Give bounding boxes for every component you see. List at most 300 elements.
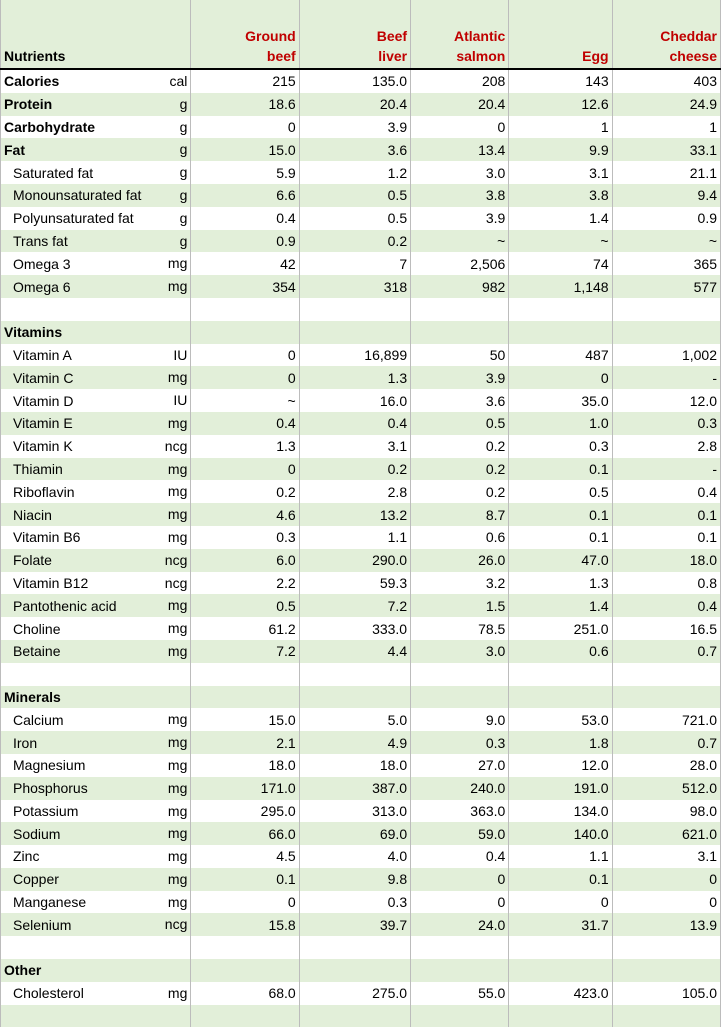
value-cell: 0.4 bbox=[612, 480, 720, 503]
value-cell: 18.6 bbox=[191, 93, 299, 116]
nutrient-name: Betaine bbox=[13, 643, 61, 660]
nutrient-unit: mg bbox=[168, 822, 187, 844]
empty-cell bbox=[411, 663, 509, 686]
empty-cell bbox=[612, 321, 720, 344]
value-cell: 105.0 bbox=[612, 982, 720, 1005]
value-cell: - bbox=[612, 458, 720, 481]
value-cell: 0.6 bbox=[411, 526, 509, 549]
nutrient-name: Magnesium bbox=[13, 757, 86, 774]
nutrient-unit: mg bbox=[168, 731, 187, 753]
value-cell: 20.4 bbox=[411, 93, 509, 116]
empty-cell bbox=[411, 298, 509, 321]
value-cell: 59.0 bbox=[411, 822, 509, 845]
food-header-ground-beef: Ground beef bbox=[191, 0, 299, 69]
empty-cell bbox=[509, 936, 612, 959]
nutrient-row-iron bbox=[1, 731, 721, 754]
value-cell: 15.0 bbox=[191, 708, 299, 731]
empty-cell bbox=[411, 321, 509, 344]
nutrient-unit: mg bbox=[168, 275, 187, 297]
nutrient-row-zinc bbox=[1, 845, 721, 868]
value-cell: 12.6 bbox=[509, 93, 612, 116]
value-cell: 1 bbox=[612, 116, 720, 139]
nutrient-unit: ncg bbox=[165, 549, 188, 571]
nutrient-name: Zinc bbox=[13, 848, 40, 865]
nutrient-row-selenium bbox=[1, 913, 721, 936]
blank-row bbox=[1, 663, 721, 686]
value-cell: 240.0 bbox=[411, 777, 509, 800]
value-cell: 0 bbox=[191, 116, 299, 139]
value-cell: 4.5 bbox=[191, 845, 299, 868]
value-cell: 7.2 bbox=[191, 640, 299, 663]
value-cell: 61.2 bbox=[191, 617, 299, 640]
empty-cell bbox=[509, 321, 612, 344]
nutrient-unit: mg bbox=[168, 708, 187, 730]
value-cell: 191.0 bbox=[509, 777, 612, 800]
nutrient-unit: mg bbox=[168, 526, 187, 548]
value-cell: 2.8 bbox=[299, 480, 410, 503]
nutrient-unit: mg bbox=[168, 982, 187, 1004]
value-cell: 140.0 bbox=[509, 822, 612, 845]
value-cell: 313.0 bbox=[299, 800, 410, 823]
nutrient-cell bbox=[1, 640, 191, 663]
nutrient-cell bbox=[1, 982, 191, 1005]
value-cell: 0.2 bbox=[299, 458, 410, 481]
value-cell: 2.1 bbox=[191, 731, 299, 754]
nutrient-row-betaine bbox=[1, 640, 721, 663]
value-cell: 3.1 bbox=[299, 435, 410, 458]
value-cell: 3.1 bbox=[509, 161, 612, 184]
nutrient-name: Fat bbox=[4, 141, 25, 158]
nutrient-name: Vitamin C bbox=[13, 369, 74, 386]
value-cell: 275.0 bbox=[299, 982, 410, 1005]
nutrient-cell bbox=[1, 207, 191, 230]
value-cell: 0.5 bbox=[509, 480, 612, 503]
nutrient-row-calories bbox=[1, 69, 721, 93]
empty-cell bbox=[509, 663, 612, 686]
nutrient-cell bbox=[1, 412, 191, 435]
nutrient-row-potassium bbox=[1, 800, 721, 823]
nutrient-cell bbox=[1, 93, 191, 116]
value-cell: 215 bbox=[191, 69, 299, 93]
nutrient-row-vitamin-k bbox=[1, 435, 721, 458]
nutrient-name: Calories bbox=[4, 73, 60, 90]
nutrient-unit: ncg bbox=[165, 572, 188, 594]
section-title: Vitamins bbox=[1, 321, 191, 344]
empty-cell bbox=[191, 298, 299, 321]
value-cell: 3.2 bbox=[411, 572, 509, 595]
empty-cell bbox=[191, 686, 299, 709]
nutrient-name: Monounsaturated fat bbox=[13, 187, 142, 204]
empty-cell bbox=[191, 321, 299, 344]
nutrient-name: Omega 6 bbox=[13, 278, 71, 295]
nutrient-name: Pantothenic acid bbox=[13, 597, 117, 614]
empty-cell bbox=[612, 959, 720, 982]
nutrient-row-omega-6 bbox=[1, 275, 721, 298]
nutrient-row-vitamin-c bbox=[1, 366, 721, 389]
empty-cell bbox=[191, 959, 299, 982]
empty-cell bbox=[191, 936, 299, 959]
nutrient-row-folate bbox=[1, 549, 721, 572]
section-row-vitamins bbox=[1, 321, 721, 344]
value-cell: 0.1 bbox=[191, 868, 299, 891]
empty-cell bbox=[1, 298, 191, 321]
value-cell: 365 bbox=[612, 252, 720, 275]
nutrient-name: Cholesterol bbox=[13, 985, 84, 1002]
value-cell: 0.2 bbox=[411, 435, 509, 458]
nutrient-row-thiamin bbox=[1, 458, 721, 481]
nutrient-cell bbox=[1, 69, 191, 93]
nutrient-cell bbox=[1, 777, 191, 800]
nutrient-name: Omega 3 bbox=[13, 255, 71, 272]
nutrient-name: Calcium bbox=[13, 711, 64, 728]
value-cell: 47.0 bbox=[509, 549, 612, 572]
value-cell: 1,002 bbox=[612, 344, 720, 367]
nutrient-unit: g bbox=[180, 184, 188, 206]
nutrient-cell bbox=[1, 754, 191, 777]
nutrient-unit: mg bbox=[168, 845, 187, 867]
food-header-beef-liver: Beef liver bbox=[299, 0, 410, 69]
value-cell: 134.0 bbox=[509, 800, 612, 823]
nutrient-cell bbox=[1, 731, 191, 754]
value-cell: 487 bbox=[509, 344, 612, 367]
value-cell: 26.0 bbox=[411, 549, 509, 572]
nutrient-name: Saturated fat bbox=[13, 164, 94, 181]
value-cell: 0 bbox=[411, 868, 509, 891]
nutrient-unit: ncg bbox=[165, 435, 188, 457]
nutrient-cell bbox=[1, 161, 191, 184]
nutrient-unit: g bbox=[180, 207, 188, 229]
empty-cell bbox=[191, 663, 299, 686]
value-cell: 3.0 bbox=[411, 161, 509, 184]
nutrient-cell bbox=[1, 480, 191, 503]
nutrient-name: Selenium bbox=[13, 916, 72, 933]
nutrient-name: Iron bbox=[13, 734, 38, 751]
empty-cell bbox=[299, 936, 410, 959]
value-cell: 0.1 bbox=[509, 526, 612, 549]
value-cell: 0.3 bbox=[191, 526, 299, 549]
nutrient-row-vitamin-e bbox=[1, 412, 721, 435]
value-cell: 512.0 bbox=[612, 777, 720, 800]
nutrient-cell bbox=[1, 116, 191, 139]
value-cell: 0 bbox=[191, 344, 299, 367]
nutrition-table-body bbox=[1, 0, 721, 1027]
value-cell: 28.0 bbox=[612, 754, 720, 777]
value-cell: 68.0 bbox=[191, 982, 299, 1005]
value-cell: 0 bbox=[411, 116, 509, 139]
value-cell: 53.0 bbox=[509, 708, 612, 731]
value-cell: 0.1 bbox=[612, 526, 720, 549]
value-cell: 0.3 bbox=[612, 412, 720, 435]
value-cell: 1.2 bbox=[299, 161, 410, 184]
value-cell: 24.9 bbox=[612, 93, 720, 116]
value-cell: 0.5 bbox=[299, 184, 410, 207]
value-cell: 15.8 bbox=[191, 913, 299, 936]
nutrient-name: Vitamin A bbox=[13, 346, 72, 363]
value-cell: 3.8 bbox=[411, 184, 509, 207]
food-header-atlantic-salmon: Atlantic salmon bbox=[411, 0, 509, 69]
value-cell: 35.0 bbox=[509, 389, 612, 412]
value-cell: 0.2 bbox=[299, 230, 410, 253]
nutrient-name: Potassium bbox=[13, 802, 79, 819]
value-cell: 12.0 bbox=[612, 389, 720, 412]
value-cell: 18.0 bbox=[612, 549, 720, 572]
blank-row bbox=[1, 936, 721, 959]
nutrient-row-vitamin-a bbox=[1, 344, 721, 367]
nutrient-cell bbox=[1, 184, 191, 207]
value-cell: 15.0 bbox=[191, 138, 299, 161]
value-cell: 0.2 bbox=[411, 458, 509, 481]
value-cell: 2,506 bbox=[411, 252, 509, 275]
value-cell: 0.4 bbox=[191, 412, 299, 435]
value-cell: 12.0 bbox=[509, 754, 612, 777]
value-cell: 59.3 bbox=[299, 572, 410, 595]
nutrient-row-magnesium bbox=[1, 754, 721, 777]
nutrient-row-pantothenic-acid bbox=[1, 594, 721, 617]
value-cell: 16.5 bbox=[612, 617, 720, 640]
value-cell: 21.1 bbox=[612, 161, 720, 184]
nutrient-row-carbohydrate bbox=[1, 116, 721, 139]
nutrient-unit: mg bbox=[168, 754, 187, 776]
nutrient-cell bbox=[1, 891, 191, 914]
value-cell: 69.0 bbox=[299, 822, 410, 845]
value-cell: 0 bbox=[411, 891, 509, 914]
empty-cell bbox=[299, 663, 410, 686]
value-cell: 0.6 bbox=[509, 640, 612, 663]
nutrient-unit: mg bbox=[168, 777, 187, 799]
nutrient-cell bbox=[1, 526, 191, 549]
value-cell: 3.9 bbox=[411, 207, 509, 230]
nutrient-name: Vitamin E bbox=[13, 415, 73, 432]
value-cell: 143 bbox=[509, 69, 612, 93]
nutrient-name: Carbohydrate bbox=[4, 118, 96, 135]
nutrient-cell bbox=[1, 138, 191, 161]
nutrient-cell bbox=[1, 913, 191, 936]
value-cell: 4.9 bbox=[299, 731, 410, 754]
nutrient-unit: mg bbox=[168, 252, 187, 274]
empty-cell bbox=[612, 298, 720, 321]
value-cell: 1 bbox=[509, 116, 612, 139]
value-cell: 0 bbox=[612, 891, 720, 914]
nutrients-header: Nutrients bbox=[1, 0, 191, 69]
nutrient-name: Thiamin bbox=[13, 460, 63, 477]
value-cell: 18.0 bbox=[191, 754, 299, 777]
nutrient-name: Vitamin B12 bbox=[13, 574, 89, 591]
value-cell: 577 bbox=[612, 275, 720, 298]
food-header-egg: Egg bbox=[509, 0, 612, 69]
value-cell: 0.9 bbox=[612, 207, 720, 230]
value-cell: 4.4 bbox=[299, 640, 410, 663]
nutrient-name: Riboflavin bbox=[13, 483, 75, 500]
value-cell: 0.3 bbox=[411, 731, 509, 754]
value-cell: 621.0 bbox=[612, 822, 720, 845]
nutrient-cell bbox=[1, 389, 191, 412]
value-cell: 3.6 bbox=[411, 389, 509, 412]
value-cell: 0.1 bbox=[509, 458, 612, 481]
value-cell: 7 bbox=[299, 252, 410, 275]
empty-cell bbox=[509, 959, 612, 982]
section-row-minerals bbox=[1, 686, 721, 709]
empty-cell bbox=[411, 686, 509, 709]
nutrient-name: Trans fat bbox=[13, 232, 68, 249]
value-cell: 13.4 bbox=[411, 138, 509, 161]
section-title: Other bbox=[1, 959, 191, 982]
value-cell: 0.4 bbox=[191, 207, 299, 230]
nutrient-name: Manganese bbox=[13, 894, 87, 911]
value-cell: 31.7 bbox=[509, 913, 612, 936]
nutrient-unit: g bbox=[180, 161, 188, 183]
value-cell: 1.3 bbox=[509, 572, 612, 595]
value-cell: 0 bbox=[509, 891, 612, 914]
nutrient-row-fat bbox=[1, 138, 721, 161]
nutrient-unit: mg bbox=[168, 412, 187, 434]
nutrient-row-vitamin-d bbox=[1, 389, 721, 412]
value-cell: 1.5 bbox=[411, 594, 509, 617]
value-cell: 0.3 bbox=[299, 891, 410, 914]
value-cell: 208 bbox=[411, 69, 509, 93]
value-cell: 171.0 bbox=[191, 777, 299, 800]
value-cell: 387.0 bbox=[299, 777, 410, 800]
empty-cell bbox=[411, 936, 509, 959]
nutrient-name: Vitamin B6 bbox=[13, 529, 81, 546]
value-cell: 8.7 bbox=[411, 503, 509, 526]
nutrient-name: Choline bbox=[13, 620, 61, 637]
value-cell: 66.0 bbox=[191, 822, 299, 845]
value-cell: 0.8 bbox=[612, 572, 720, 595]
value-cell: ~ bbox=[191, 389, 299, 412]
nutrient-row-saturated-fat bbox=[1, 161, 721, 184]
value-cell: 16.0 bbox=[299, 389, 410, 412]
nutrient-name: Vitamin D bbox=[13, 392, 74, 409]
value-cell: 5.0 bbox=[299, 708, 410, 731]
nutrient-row-manganese bbox=[1, 891, 721, 914]
value-cell: 0 bbox=[191, 891, 299, 914]
nutrient-unit: g bbox=[180, 230, 188, 252]
value-cell: 1.0 bbox=[509, 412, 612, 435]
nutrient-name: Niacin bbox=[13, 506, 52, 523]
nutrient-unit: mg bbox=[168, 617, 187, 639]
value-cell: 982 bbox=[411, 275, 509, 298]
nutrient-unit: mg bbox=[168, 640, 187, 662]
value-cell: 0.5 bbox=[411, 412, 509, 435]
value-cell: 135.0 bbox=[299, 69, 410, 93]
nutrient-unit: mg bbox=[168, 366, 187, 388]
value-cell: ~ bbox=[411, 230, 509, 253]
empty-cell bbox=[1, 936, 191, 959]
blank-row bbox=[1, 298, 721, 321]
value-cell: 24.0 bbox=[411, 913, 509, 936]
value-cell: 4.0 bbox=[299, 845, 410, 868]
value-cell: 27.0 bbox=[411, 754, 509, 777]
value-cell: 33.1 bbox=[612, 138, 720, 161]
value-cell: 9.9 bbox=[509, 138, 612, 161]
nutrient-unit: ncg bbox=[165, 913, 188, 935]
nutrient-unit: g bbox=[180, 93, 188, 115]
nutrient-name: Vitamin K bbox=[13, 438, 73, 455]
value-cell: - bbox=[612, 366, 720, 389]
nutrient-cell bbox=[1, 594, 191, 617]
value-cell: 20.4 bbox=[299, 93, 410, 116]
value-cell: 42 bbox=[191, 252, 299, 275]
value-cell: 363.0 bbox=[411, 800, 509, 823]
nutrient-name: Polyunsaturated fat bbox=[13, 210, 134, 227]
nutrient-row-omega-3 bbox=[1, 252, 721, 275]
nutrient-cell bbox=[1, 275, 191, 298]
empty-cell bbox=[299, 686, 410, 709]
nutrient-cell bbox=[1, 458, 191, 481]
value-cell: 0.4 bbox=[411, 845, 509, 868]
value-cell: 3.6 bbox=[299, 138, 410, 161]
nutrient-cell bbox=[1, 868, 191, 891]
value-cell: 318 bbox=[299, 275, 410, 298]
value-cell: 1.3 bbox=[191, 435, 299, 458]
value-cell: 3.1 bbox=[612, 845, 720, 868]
nutrient-row-trans-fat bbox=[1, 230, 721, 253]
nutrient-unit: IU bbox=[173, 344, 187, 366]
value-cell: 18.0 bbox=[299, 754, 410, 777]
nutrient-unit: mg bbox=[168, 480, 187, 502]
value-cell: 0.9 bbox=[191, 230, 299, 253]
nutrient-cell bbox=[1, 252, 191, 275]
empty-cell bbox=[612, 663, 720, 686]
value-cell: 0.1 bbox=[509, 503, 612, 526]
nutrient-unit: g bbox=[180, 116, 188, 138]
nutrient-unit: IU bbox=[173, 389, 187, 411]
nutrient-row-copper bbox=[1, 868, 721, 891]
value-cell: 1.1 bbox=[299, 526, 410, 549]
value-cell: 721.0 bbox=[612, 708, 720, 731]
nutrient-unit: cal bbox=[169, 70, 187, 92]
empty-cell bbox=[299, 321, 410, 344]
value-cell: 290.0 bbox=[299, 549, 410, 572]
value-cell: 74 bbox=[509, 252, 612, 275]
value-cell: 0.4 bbox=[299, 412, 410, 435]
value-cell: 0.3 bbox=[509, 435, 612, 458]
nutrient-cell bbox=[1, 366, 191, 389]
value-cell: 0 bbox=[191, 458, 299, 481]
value-cell: 2.2 bbox=[191, 572, 299, 595]
value-cell: 3.9 bbox=[411, 366, 509, 389]
empty-cell bbox=[411, 959, 509, 982]
section-row-other bbox=[1, 959, 721, 982]
value-cell: 13.2 bbox=[299, 503, 410, 526]
nutrient-row-phosphorus bbox=[1, 777, 721, 800]
nutrient-unit: mg bbox=[168, 891, 187, 913]
nutrient-name: Copper bbox=[13, 871, 59, 888]
value-cell: 4.6 bbox=[191, 503, 299, 526]
value-cell: 7.2 bbox=[299, 594, 410, 617]
food-header-cheddar-cheese: Cheddar cheese bbox=[612, 0, 720, 69]
value-cell: 423.0 bbox=[509, 982, 612, 1005]
value-cell: 0.7 bbox=[612, 640, 720, 663]
value-cell: 0.4 bbox=[612, 594, 720, 617]
value-cell: 9.8 bbox=[299, 868, 410, 891]
empty-cell bbox=[509, 298, 612, 321]
value-cell: 39.7 bbox=[299, 913, 410, 936]
nutrient-row-niacin bbox=[1, 503, 721, 526]
nutrient-row-sodium bbox=[1, 822, 721, 845]
value-cell: 0.1 bbox=[612, 503, 720, 526]
nutrient-name: Sodium bbox=[13, 825, 61, 842]
value-cell: 0.1 bbox=[509, 868, 612, 891]
nutrient-row-cholesterol bbox=[1, 982, 721, 1005]
value-cell: 0.2 bbox=[191, 480, 299, 503]
value-cell: 295.0 bbox=[191, 800, 299, 823]
empty-cell bbox=[509, 686, 612, 709]
value-cell: 55.0 bbox=[411, 982, 509, 1005]
value-cell: 1.8 bbox=[509, 731, 612, 754]
section-title: Minerals bbox=[1, 686, 191, 709]
value-cell: 0.2 bbox=[411, 480, 509, 503]
